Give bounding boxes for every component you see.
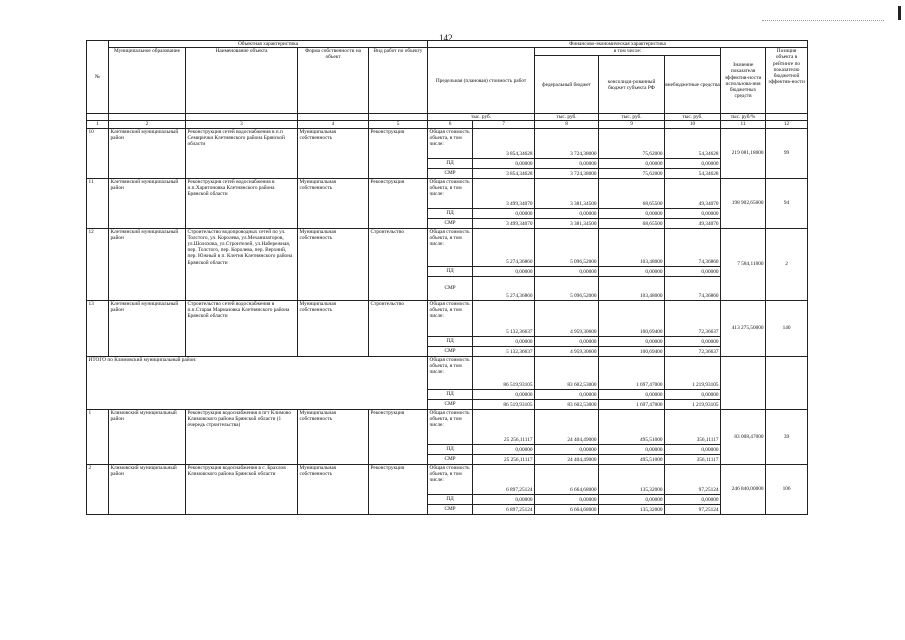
- col-number: 4: [298, 121, 369, 128]
- total-label: Общая стоимость объекта, в том числе:: [428, 356, 473, 389]
- total-value: 5 132,36637: [473, 300, 535, 336]
- table-body: [87, 128, 808, 514]
- total-label: Общая стоимость объекта, в том числе:: [428, 128, 473, 158]
- smr-label: СМР: [428, 346, 473, 356]
- pd-label: ПД: [428, 208, 473, 218]
- col-number: 3: [186, 121, 298, 128]
- district-total-row: [87, 356, 808, 389]
- ownership-cell: Муниципальная собственность: [298, 300, 369, 356]
- header-including: в том числе:: [535, 48, 720, 56]
- pd-label: ПД: [428, 444, 473, 454]
- empty-cell: [766, 356, 808, 409]
- total-value: 54,34628: [665, 128, 721, 158]
- pd-label: ПД: [428, 266, 473, 276]
- total-label: Общая стоимость объекта, в том числе:: [428, 409, 473, 444]
- work-type-cell: Реконструкция: [369, 464, 428, 514]
- smr-value: 3 381,34500: [535, 218, 599, 228]
- pd-value: 0,00000: [599, 444, 665, 454]
- ownership-cell: Муниципальная собственность: [298, 178, 369, 228]
- pd-value: 0,00000: [599, 158, 665, 168]
- total-value: 97,25124: [665, 464, 721, 494]
- total-value: 25 256,11117: [473, 409, 535, 444]
- smr-value: 4 959,30600: [535, 346, 599, 356]
- total-value: 495,51000: [599, 409, 665, 444]
- pd-label: ПД: [428, 389, 473, 399]
- header-regional: консолиди-рованный бюджет субъекта РФ: [599, 56, 665, 113]
- smr-value: 68,65500: [599, 218, 665, 228]
- total-value: 6 897,25124: [473, 464, 535, 494]
- total-value: 135,32000: [599, 464, 665, 494]
- col-number: 12: [766, 121, 808, 128]
- pd-value: 0,00000: [599, 389, 665, 399]
- total-value: 5 096,52000: [535, 228, 599, 266]
- rating-value: 94: [766, 178, 808, 228]
- municipality-cell: Клетнянский муниципальный район: [109, 228, 186, 300]
- total-value: 49,34070: [665, 178, 721, 208]
- pd-value: 0,00000: [473, 444, 535, 454]
- smr-value: 6 664,68000: [535, 504, 599, 514]
- smr-label: СМР: [428, 276, 473, 300]
- rating-value: 2: [766, 228, 808, 300]
- header-efficiency: Значение показателя эффектив-ности использова-ния бюджетных средств: [721, 48, 766, 114]
- empty-cell: [721, 356, 766, 409]
- header-ownership: Форма собственности на объект: [298, 48, 369, 114]
- table-row: [87, 300, 808, 336]
- table-row: [87, 464, 808, 494]
- pd-value: 0,00000: [665, 389, 721, 399]
- work-type-cell: Реконструкция: [369, 128, 428, 178]
- row-number: 2: [87, 464, 109, 514]
- district-total-label: ИТОГО по Климовский муниципальный район:: [87, 356, 428, 409]
- smr-value: 1 697,47000: [599, 399, 665, 409]
- total-value: 103,48000: [599, 228, 665, 266]
- work-type-cell: Реконструкция: [369, 409, 428, 464]
- municipality-cell: Клетнянский муниципальный район: [109, 178, 186, 228]
- pd-value: 0,00000: [473, 266, 535, 276]
- total-value: 83 602,53000: [535, 356, 599, 389]
- header-fin-char: Финансово-экономическая характеристика: [428, 41, 808, 48]
- pd-value: 0,00000: [535, 158, 599, 168]
- col-number: 2: [109, 121, 186, 128]
- pd-value: 0,00000: [473, 208, 535, 218]
- pd-value: 0,00000: [535, 389, 599, 399]
- smr-value: 54,34628: [665, 168, 721, 178]
- rating-value: 99: [766, 128, 808, 178]
- pd-value: 0,00000: [665, 494, 721, 504]
- smr-value: 5 096,52000: [535, 276, 599, 300]
- total-label: Общая стоимость объекта, в том числе:: [428, 300, 473, 336]
- scan-edge-mark: [898, 6, 901, 20]
- unit-regional: тыс. руб.: [599, 114, 665, 121]
- row-number: 12: [87, 228, 109, 300]
- col-number: 8: [535, 121, 599, 128]
- smr-value: 3 499,34070: [473, 218, 535, 228]
- ownership-cell: Муниципальная собственность: [298, 128, 369, 178]
- pd-value: 0,00000: [599, 336, 665, 346]
- pd-value: 0,00000: [665, 266, 721, 276]
- pd-value: 0,00000: [535, 494, 599, 504]
- municipality-cell: Клетнянский муниципальный район: [109, 128, 186, 178]
- pd-value: 0,00000: [535, 336, 599, 346]
- pd-label: ПД: [428, 158, 473, 168]
- financial-table: [86, 40, 808, 515]
- row-number: 13: [87, 300, 109, 356]
- smr-value: 1 219,93105: [665, 399, 721, 409]
- ownership-cell: Муниципальная собственность: [298, 228, 369, 300]
- pd-value: 0,00000: [665, 444, 721, 454]
- total-value: 3 854,34628: [473, 128, 535, 158]
- pd-label: ПД: [428, 494, 473, 504]
- smr-value: 86 519,93105: [473, 399, 535, 409]
- total-value: 3 724,38000: [535, 128, 599, 158]
- total-value: 100,69400: [599, 300, 665, 336]
- header-cost: Предельная (плановая) стоимость работ: [428, 48, 535, 114]
- row-number: 11: [87, 178, 109, 228]
- smr-value: 100,69400: [599, 346, 665, 356]
- unit-efficiency: тыс. руб/%: [721, 114, 766, 121]
- smr-value: 135,32000: [599, 504, 665, 514]
- total-value: 86 519,93105: [473, 356, 535, 389]
- header-extrabudget: внебюджетные средства: [665, 81, 720, 88]
- efficiency-value: 246 840,00000: [721, 464, 766, 514]
- pd-value: 0,00000: [535, 266, 599, 276]
- smr-value: 97,25124: [665, 504, 721, 514]
- smr-value: 75,62000: [599, 168, 665, 178]
- unit-extrabudget: тыс. руб.: [665, 114, 721, 121]
- total-value: 75,62000: [599, 128, 665, 158]
- pd-value: 0,00000: [473, 389, 535, 399]
- header-no: №: [87, 41, 109, 114]
- smr-label: СМР: [428, 218, 473, 228]
- total-value: 1 219,93105: [665, 356, 721, 389]
- header-federal: федеральный бюджет: [535, 56, 599, 113]
- smr-label: СМР: [428, 504, 473, 514]
- pd-value: 0,00000: [473, 336, 535, 346]
- scan-dash-line: [762, 20, 884, 21]
- smr-value: 103,48000: [599, 276, 665, 300]
- pd-value: 0,00000: [535, 444, 599, 454]
- header-municipality: Муниципальное образование: [109, 48, 186, 114]
- smr-value: 25 256,11117: [473, 454, 535, 464]
- total-value: 74,36860: [665, 228, 721, 266]
- object-name-cell: Строительство водопроводных сетей по ул. Толстого, ул. Королева, ул.Механизаторов, ул.Шолохова, ул.Строителей, ул.Набережная, пер. Толстого, пер. Королева, пер. Верхний, пер. Южный в п. Клетня Клетнянского района Брянской области: [186, 228, 298, 300]
- total-value: 3 381,34500: [535, 178, 599, 208]
- object-name-cell: Реконструкция водоснабжения в пгт Климово Климовского района Брянской области (1 очередь строительства): [186, 409, 298, 464]
- total-value: 24 404,49000: [535, 409, 599, 444]
- ownership-cell: Муниципальная собственность: [298, 409, 369, 464]
- row-number: 10: [87, 128, 109, 178]
- table-row: [87, 128, 808, 158]
- page-number: 142: [439, 33, 453, 43]
- smr-value: 3 724,38000: [535, 168, 599, 178]
- work-type-cell: Реконструкция: [369, 178, 428, 228]
- efficiency-value: 413 275,50000: [721, 300, 766, 356]
- smr-value: 6 897,25124: [473, 504, 535, 514]
- total-value: 6 664,68000: [535, 464, 599, 494]
- total-label: Общая стоимость объекта, в том числе:: [428, 178, 473, 208]
- smr-value: 3 854,34628: [473, 168, 535, 178]
- rating-value: 39: [766, 409, 808, 464]
- municipality-cell: Климовский муниципальный район: [109, 464, 186, 514]
- pd-label: ПД: [428, 336, 473, 346]
- smr-value: 74,36860: [665, 276, 721, 300]
- pd-value: 0,00000: [535, 208, 599, 218]
- efficiency-value: 219 081,18000: [721, 128, 766, 178]
- pd-value: 0,00000: [473, 494, 535, 504]
- object-name-cell: Реконструкция сетей водоснабжения в п.п.Харитоновка Клетнянского района Брянской области: [186, 178, 298, 228]
- col-number: 11: [721, 121, 766, 128]
- table-row: [87, 409, 808, 444]
- pd-value: 0,00000: [599, 494, 665, 504]
- total-value: 72,36637: [665, 300, 721, 336]
- col-number: 6: [428, 121, 473, 128]
- pd-value: 0,00000: [599, 208, 665, 218]
- unit-federal: тыс. руб.: [535, 114, 599, 121]
- object-name-cell: Реконструкция сетей водоснабжения в п.п Семирички Клетнянского района Брянской области: [186, 128, 298, 178]
- smr-label: СМР: [428, 454, 473, 464]
- work-type-cell: Строительство: [369, 300, 428, 356]
- smr-value: 72,36637: [665, 346, 721, 356]
- row-number: 1: [87, 409, 109, 464]
- smr-value: 24 404,49000: [535, 454, 599, 464]
- smr-label: СМР: [428, 399, 473, 409]
- total-value: 3 499,34070: [473, 178, 535, 208]
- smr-label: СМР: [428, 168, 473, 178]
- smr-value: 495,51000: [599, 454, 665, 464]
- table-row: [87, 228, 808, 266]
- header-object-name: Наименование объекта: [186, 48, 298, 114]
- object-name-cell: Реконструкция водоснабжения в с. Брахлов Климовского района Брянской области: [186, 464, 298, 514]
- ownership-cell: Муниципальная собственность: [298, 464, 369, 514]
- smr-value: 49,34070: [665, 218, 721, 228]
- smr-value: 83 602,53000: [535, 399, 599, 409]
- col-number: 10: [665, 121, 721, 128]
- efficiency-value: 7 584,11000: [721, 228, 766, 300]
- smr-value: 5 274,36860: [473, 276, 535, 300]
- pd-value: 0,00000: [473, 158, 535, 168]
- col-number: 1: [87, 121, 109, 128]
- smr-value: 356,11117: [665, 454, 721, 464]
- pd-value: 0,00000: [665, 158, 721, 168]
- municipality-cell: Клетнянский муниципальный район: [109, 300, 186, 356]
- rating-value: 106: [766, 464, 808, 514]
- total-label: Общая стоимость объекта, в том числе:: [428, 464, 473, 494]
- col-number: 7: [473, 121, 535, 128]
- pd-value: 0,00000: [665, 208, 721, 218]
- col-number: 9: [599, 121, 665, 128]
- rating-value: 140: [766, 300, 808, 356]
- work-type-cell: Строительство: [369, 228, 428, 300]
- header-object-char: Объектная характеристика: [109, 41, 428, 48]
- total-value: 4 959,30600: [535, 300, 599, 336]
- total-value: 68,65500: [599, 178, 665, 208]
- pd-value: 0,00000: [665, 336, 721, 346]
- unit-cost: тыс. руб.: [428, 114, 535, 121]
- col-number: 5: [369, 121, 428, 128]
- total-label: Общая стоимость объекта, в том числе:: [428, 228, 473, 266]
- smr-value: 5 132,36637: [473, 346, 535, 356]
- table-row: [87, 178, 808, 208]
- efficiency-value: 83 008,47000: [721, 409, 766, 464]
- total-value: 356,11117: [665, 409, 721, 444]
- efficiency-value: 198 902,65000: [721, 178, 766, 228]
- pd-value: 0,00000: [599, 266, 665, 276]
- header-rating: Позиция объекта в рейтинге по показателю бюджетной эффектив-ности: [766, 48, 808, 114]
- total-value: 5 274,36860: [473, 228, 535, 266]
- total-value: 1 697,47000: [599, 356, 665, 389]
- object-name-cell: Строительство сетей водоснабжения в п.п.Старая Мармазовка Клетнянского района Брянской области: [186, 300, 298, 356]
- header-work-type: Вид работ по объекту: [369, 48, 428, 114]
- municipality-cell: Климовский муниципальный район: [109, 409, 186, 464]
